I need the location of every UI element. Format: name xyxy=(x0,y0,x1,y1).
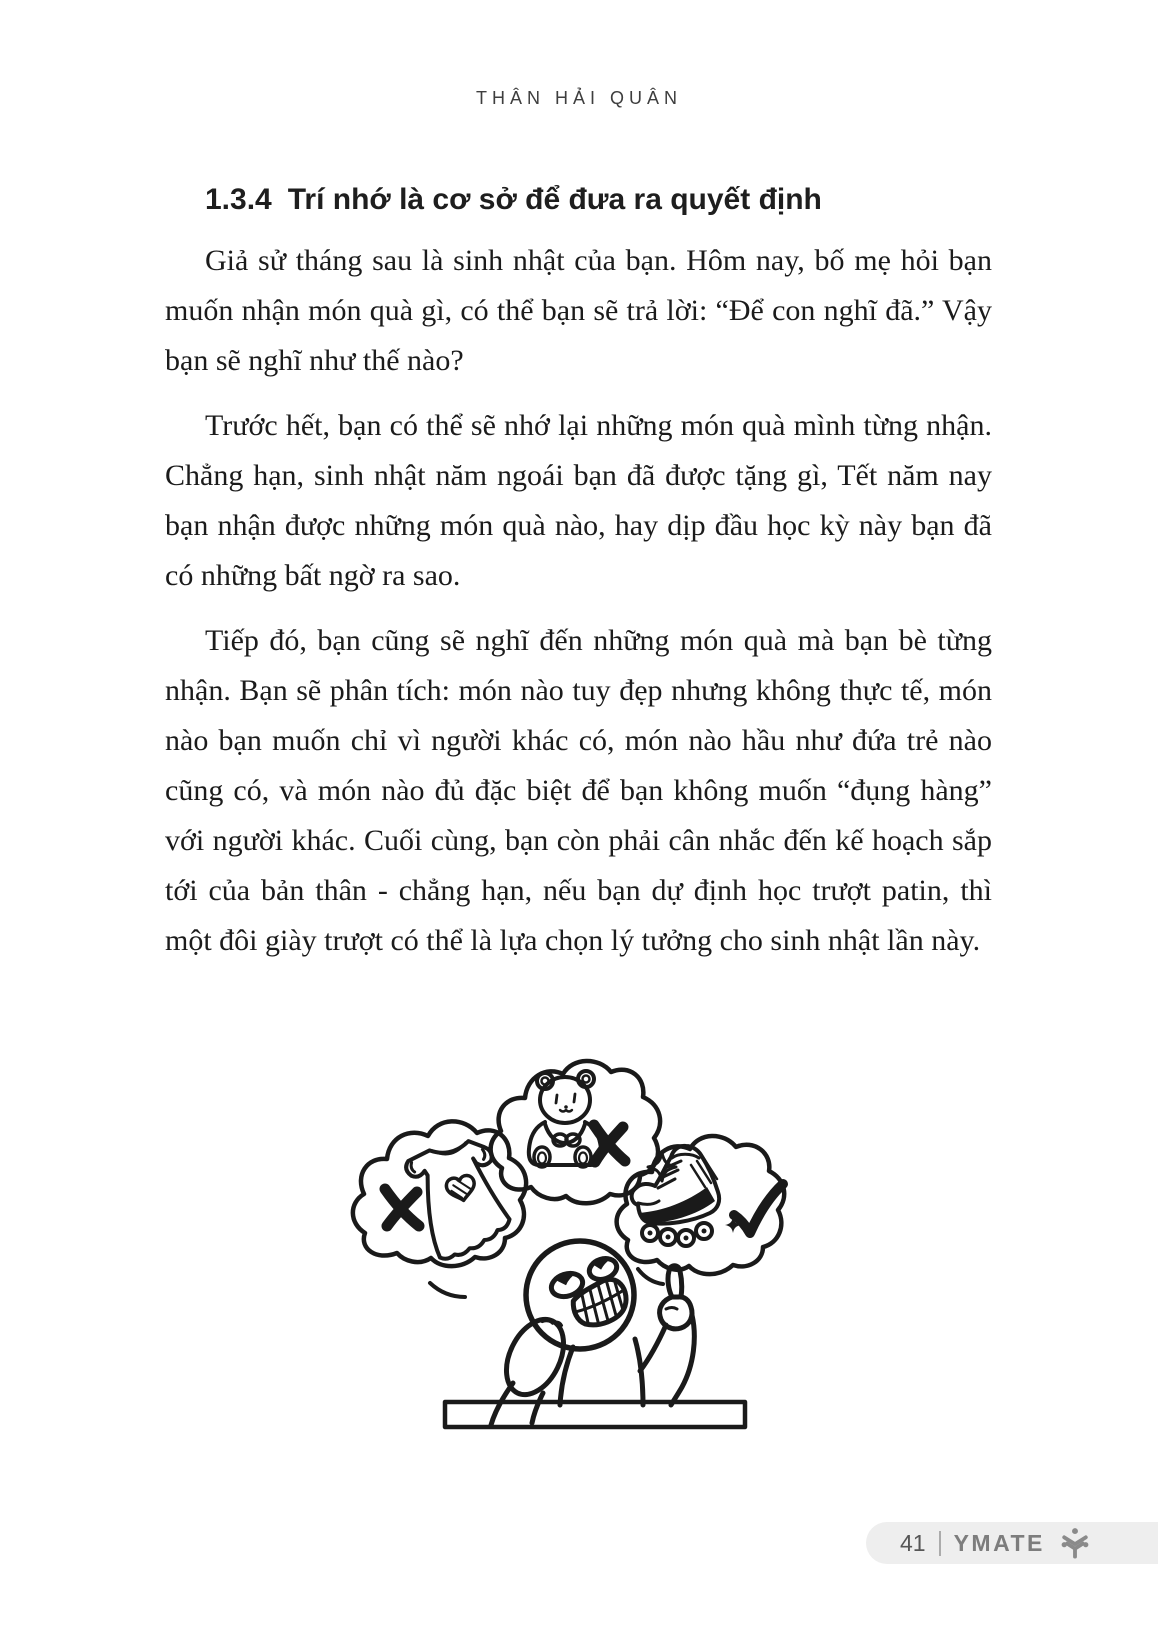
section-number: 1.3.4 xyxy=(205,183,272,216)
illustration-thinking-about-gifts xyxy=(335,1045,795,1440)
x-mark-icon xyxy=(385,1189,419,1226)
ymate-sprout-icon xyxy=(1058,1526,1092,1560)
running-header: THÂN HẢI QUÂN xyxy=(475,88,682,108)
paragraph: Trước hết, bạn có thể sẽ nhớ lại những món quà mình từng nhận. Chẳng hạn, sinh nhật năm ngoái bạn đã được tặng gì, Tết năm nay bạn nhận được những món quà nào, hay dịp đầu học kỳ này bạn đã có những bất ngờ ra sao. xyxy=(165,409,992,592)
brand-name: YMATE xyxy=(953,1529,1045,1556)
roller-skate-icon xyxy=(632,1146,719,1246)
paragraph: Tiếp đó, bạn cũng sẽ nghĩ đến những món quà mà bạn bè từng nhận. Bạn sẽ phân tích: món nào tuy đẹp nhưng không thực tế, món nào bạn muốn chỉ vì người khác có, món nào hầu như đứa trẻ nào cũng có, và món nào đủ đặc biệt để bạn không muốn “đụng hàng” với người khác. Cuối cùng, bạn còn phải cân nhắc đến kế hoạch sắp tới của bản thân - chẳng hạn, nếu bạn dự định học trượt patin, thì một đôi giày trượt có thể là lựa chọn lý tưởng cho sinh nhật lần này. xyxy=(165,624,992,957)
thought-bubble-skate xyxy=(617,1136,785,1284)
footer xyxy=(866,1522,1158,1564)
paragraph: Giả sử tháng sau là sinh nhật của bạn. Hôm nay, bố mẹ hỏi bạn muốn nhận món quà gì, có thể bạn sẽ trả lời: “Để con nghĩ đã.” Vậy bạn sẽ nghĩ như thế nào? xyxy=(165,244,992,377)
thinking-character-icon xyxy=(491,1241,694,1425)
thought-bubble-dress xyxy=(353,1121,526,1297)
body-text xyxy=(165,236,992,981)
teddy-bear-icon xyxy=(529,1071,601,1167)
footer-divider xyxy=(939,1531,941,1556)
check-mark-icon xyxy=(734,1184,783,1233)
page-number: 41 xyxy=(900,1529,926,1556)
thought-bubble-teddy xyxy=(491,1061,660,1203)
section-title: Trí nhớ là cơ sở để đưa ra quyết định xyxy=(287,183,822,216)
section-heading xyxy=(205,183,1105,217)
dress-icon xyxy=(403,1136,514,1263)
